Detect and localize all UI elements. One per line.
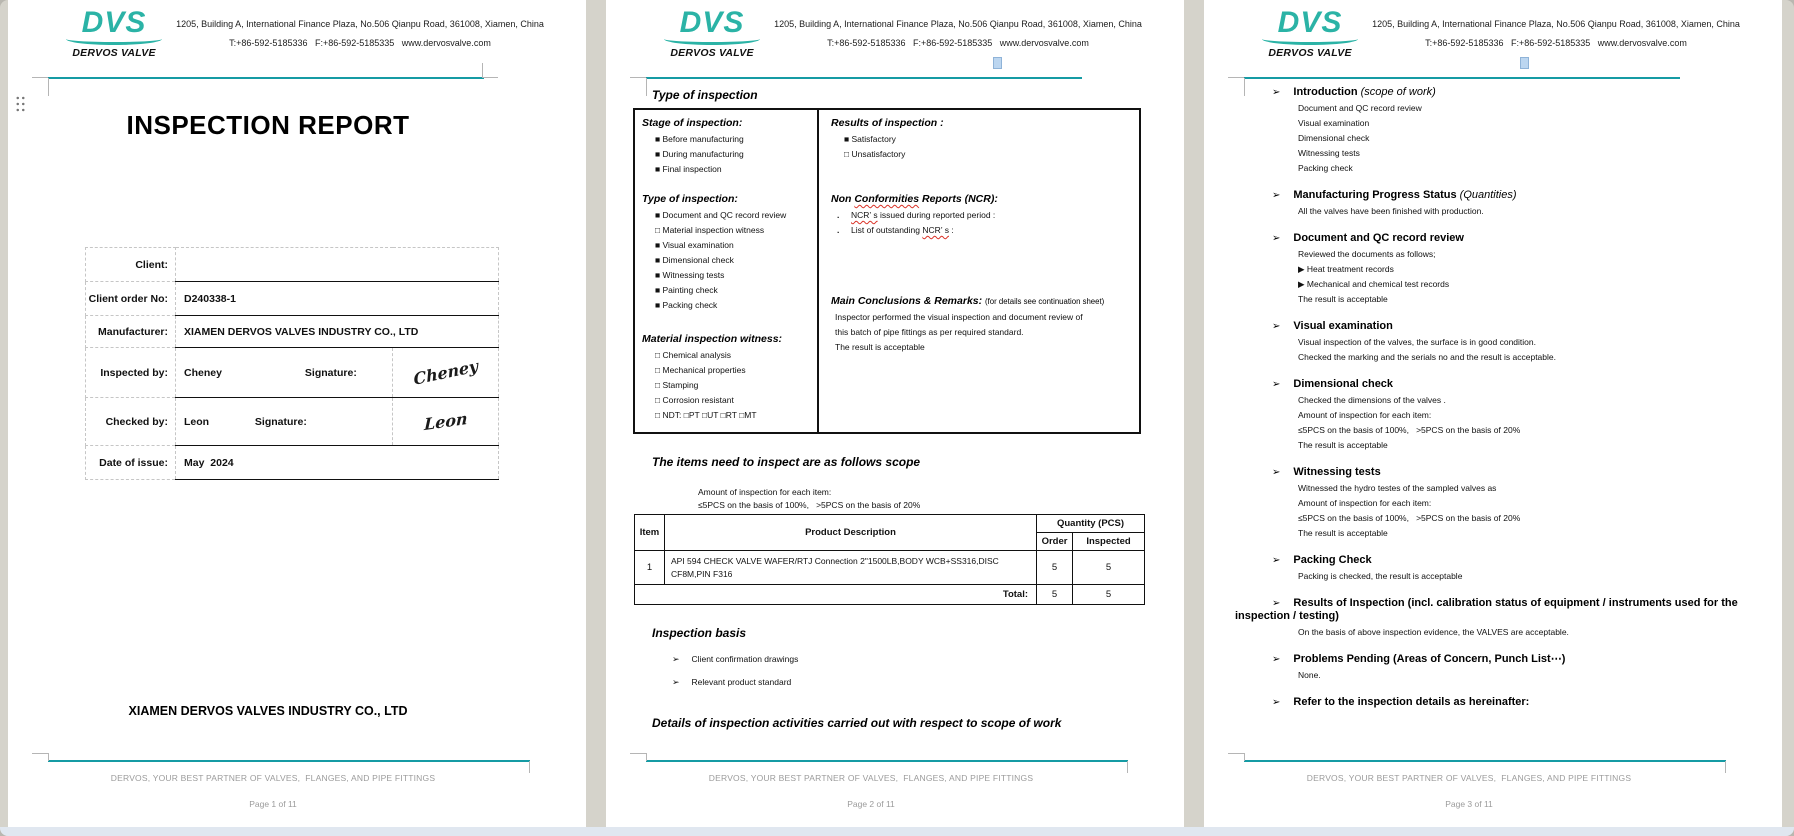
page-number: Page 3 of 11: [1445, 799, 1493, 809]
type-of-inspection-title: Type of inspection:: [642, 193, 738, 205]
amount-of-inspection-line: Amount of inspection for each item:: [698, 487, 832, 497]
manufacturer-label: Manufacturer:: [86, 316, 176, 348]
section-line: Amount of inspection for each item:: [1298, 410, 1432, 420]
section-title: ➢ Problems Pending (Areas of Concern, Punch List⋯): [1272, 653, 1566, 665]
margin-mark: [1228, 753, 1244, 754]
date-of-issue-value: May 2024: [176, 446, 499, 480]
col-header-description: Product Description: [665, 515, 1037, 551]
basis-bullet-item: ➢ Relevant product standard: [672, 677, 792, 687]
conclusion-line: this batch of pipe fittings as per required standard.: [835, 327, 1024, 337]
material-inspection-witness-title: Material inspection witness:: [642, 333, 783, 345]
inspection-table-left-column: [635, 110, 819, 432]
checkbox-item: ■ Document and QC record review: [655, 210, 787, 220]
client-order-label: Client order No:: [86, 282, 176, 316]
items-scope-heading: The items need to inspect are as follows scope: [652, 455, 921, 469]
address-line-2: T:+86-592-5185336 F:+86-592-5185335 www.dervosvalve.com: [229, 38, 491, 48]
margin-mark: [32, 77, 48, 78]
footer-tagline: DERVOS, YOUR BEST PARTNER OF VALVES, FLANGES, AND PIPE FITTINGS: [1306, 773, 1632, 783]
report-info-table: [85, 247, 499, 480]
margin-mark: [1127, 761, 1128, 773]
section-title: ➢ Manufacturing Progress Status (Quantities): [1272, 189, 1517, 201]
table-row: [635, 551, 1145, 585]
section-line: ▶ Mechanical and chemical test records: [1298, 279, 1450, 289]
report-title: INSPECTION REPORT: [126, 110, 410, 140]
section-line: ≤5PCS on the basis of 100%, >5PCS on the basis of 20%: [1298, 425, 1521, 435]
company-address: [156, 15, 564, 53]
logo-dvs-text: DVS: [679, 6, 745, 39]
margin-mark: [1725, 761, 1726, 773]
product-description: API 594 CHECK VALVE WAFER/RTJ Connection 2"1500LB,BODY WCB+SS316,DISC CF8M,PIN F316: [665, 551, 1037, 585]
header-rule: [48, 77, 484, 79]
checkbox-item: ■ During manufacturing: [655, 149, 744, 159]
total-label: Total:: [635, 585, 1037, 605]
margin-mark: [646, 78, 647, 96]
margin-mark: [48, 78, 49, 96]
stage-of-inspection-title: Stage of inspection:: [642, 117, 743, 129]
table-row: [86, 248, 499, 282]
margin-mark: [48, 753, 49, 761]
section-line: The result is acceptable: [1298, 294, 1388, 304]
continuation-note: (for details see continuation sheet): [985, 297, 1105, 306]
ncr-issued-line: . NCR’ s issued during reported period :: [837, 210, 996, 220]
object-handle[interactable]: [993, 57, 1002, 69]
arrow-bullet-icon: ➢: [1272, 598, 1281, 609]
logo-dvs-text: DVS: [81, 6, 147, 39]
client-order-value: D240338-1: [176, 282, 499, 316]
checked-by-label: Checked by:: [86, 398, 176, 446]
footer-rule: [48, 760, 530, 762]
checkbox-item: □ Chemical analysis: [655, 350, 731, 360]
table-row: [86, 316, 499, 348]
page-3: [1204, 0, 1782, 827]
page-2: [606, 0, 1184, 827]
section-line: ▶ Heat treatment records: [1298, 264, 1394, 274]
spellcheck-underline: NCR’ s: [851, 210, 878, 220]
section-line: Amount of inspection for each item:: [1298, 498, 1432, 508]
signature-label: Signature:: [304, 366, 357, 379]
section-line: The result is acceptable: [1298, 440, 1388, 450]
signature-label: Signature:: [254, 415, 307, 428]
section-title: ➢ Packing Check: [1272, 554, 1372, 566]
inspection-basis-heading: Inspection basis: [652, 626, 747, 640]
section-title: ➢ Witnessing tests: [1272, 466, 1381, 478]
arrow-bullet-icon: ➢: [1272, 555, 1281, 566]
inspector-name: Cheney: [184, 366, 222, 379]
footer-tagline: DERVOS, YOUR BEST PARTNER OF VALVES, FLANGES, AND PIPE FITTINGS: [708, 773, 1034, 783]
arrow-bullet-icon: ➢: [672, 677, 680, 687]
arrow-bullet-icon: ➢: [1272, 697, 1281, 708]
spellcheck-underline: Conformities: [854, 193, 920, 205]
section-title: ➢ Refer to the inspection details as hereinafter:: [1272, 696, 1530, 708]
arrow-bullet-icon: ➢: [1272, 190, 1281, 201]
inspected-qty: 5: [1073, 551, 1145, 585]
section-line: Checked the dimensions of the valves .: [1298, 395, 1446, 405]
arrow-bullet-icon: ➢: [1272, 379, 1281, 390]
section-line: Witnessed the hydro testes of the sampled valves as: [1298, 483, 1497, 493]
address-line-2: T:+86-592-5185336 F:+86-592-5185335 www.dervosvalve.com: [1425, 38, 1687, 48]
checkbox-item: □ Stamping: [655, 380, 699, 390]
margin-mark: [646, 753, 647, 761]
table-header-row: [635, 515, 1145, 533]
margin-mark: [630, 77, 646, 78]
col-header-order: Order: [1037, 533, 1073, 551]
checked-by-value: [176, 398, 393, 446]
margin-mark: [32, 753, 48, 754]
address-line-1: 1205, Building A, International Finance Plaza, No.506 Qianpu Road, 361008, Xiamen, China: [774, 19, 1142, 29]
checkbox-item: ■ Satisfactory: [844, 134, 896, 144]
checkbox-item: ■ Dimensional check: [655, 255, 734, 265]
checkbox-item: ■ Final inspection: [655, 164, 722, 174]
table-row: [86, 348, 499, 398]
checkbox-item: □ Material inspection witness: [655, 225, 765, 235]
checkbox-item: ■ Visual examination: [655, 240, 734, 250]
margin-mark: [1228, 77, 1244, 78]
page-number: Page 2 of 11: [847, 799, 895, 809]
client-label: Client:: [86, 248, 176, 282]
logo-subtext: DERVOS VALVE: [72, 47, 156, 59]
conclusion-line: The result is acceptable: [835, 342, 925, 352]
col-header-item: Item: [635, 515, 665, 551]
section-line: Visual inspection of the valves, the surface is in good condition.: [1298, 337, 1536, 347]
checker-name: Leon: [184, 415, 210, 428]
checkbox-item: ■ Painting check: [655, 285, 718, 295]
section-line: ≤5PCS on the basis of 100%, >5PCS on the basis of 20%: [1298, 513, 1521, 523]
margin-mark: [482, 63, 483, 77]
client-value: [176, 248, 499, 282]
margin-mark: [630, 753, 646, 754]
address-line-2: T:+86-592-5185336 F:+86-592-5185335 www.dervosvalve.com: [827, 38, 1089, 48]
ncr-title: Non Conformities Reports (NCR):: [831, 193, 998, 205]
address-line-1: 1205, Building A, International Finance Plaza, No.506 Qianpu Road, 361008, Xiamen, China: [176, 19, 544, 29]
section-line: The result is acceptable: [1298, 528, 1388, 538]
section-line: Visual examination: [1298, 118, 1370, 128]
checkbox-item: ■ Witnessing tests: [655, 270, 725, 280]
checkbox-item: □ Unsatisfactory: [844, 149, 906, 159]
results-of-inspection-title: Results of inspection :: [831, 117, 944, 129]
inspector-signature-cell: [393, 348, 499, 398]
table-row: [86, 398, 499, 446]
section-line: Packing check: [1298, 163, 1353, 173]
arrow-bullet-icon: ➢: [1272, 321, 1281, 332]
inspection-items-table: [634, 514, 1145, 605]
window-bottom-strip: [0, 827, 1794, 836]
spellcheck-underline: NCR’ s: [922, 225, 949, 235]
checkbox-item: ■ Packing check: [655, 300, 718, 310]
logo-subtext: DERVOS VALVE: [670, 47, 754, 59]
date-of-issue-label: Date of issue:: [86, 446, 176, 480]
main-conclusions-title: Main Conclusions & Remarks: (for details see continuation sheet): [831, 295, 1105, 307]
checkbox-item: □ Corrosion resistant: [655, 395, 734, 405]
header-rule: [1244, 77, 1680, 79]
section-line: On the basis of above inspection evidence, the VALVES are acceptable.: [1298, 627, 1569, 637]
inspector-signature-script: Cheney: [412, 356, 479, 389]
section-title: ➢ Introduction (scope of work): [1272, 86, 1436, 98]
section-line: Packing is checked, the result is acceptable: [1298, 571, 1463, 581]
table-row: [86, 282, 499, 316]
table-row: [86, 446, 499, 480]
arrow-bullet-icon: ➢: [672, 654, 680, 664]
dervos-logo: [58, 8, 170, 59]
col-header-inspected: Inspected: [1073, 533, 1145, 551]
address-line-1: 1205, Building A, International Finance Plaza, No.506 Qianpu Road, 361008, Xiamen, China: [1372, 19, 1740, 29]
section-title: ➢ Document and QC record review: [1272, 232, 1464, 244]
inspection-type-table: [633, 108, 1141, 434]
object-handle[interactable]: [1520, 57, 1529, 69]
order-qty: 5: [1037, 551, 1073, 585]
basis-bullet-item: ➢ Client confirmation drawings: [672, 654, 799, 664]
company-address: [754, 15, 1162, 53]
section-title: ➢ Visual examination: [1272, 320, 1393, 332]
header-rule: [646, 77, 1082, 79]
section-heading-type-of-inspection: Type of inspection: [652, 88, 758, 102]
section-line: Checked the marking and the serials no and the result is acceptable.: [1298, 352, 1556, 362]
arrow-bullet-icon: ➢: [1272, 87, 1281, 98]
conclusion-line: Inspector performed the visual inspection and document review of: [835, 312, 1083, 322]
page-number: Page 1 of 11: [249, 799, 297, 809]
dervos-logo: [656, 8, 768, 59]
section-line: All the valves have been finished with production.: [1298, 206, 1484, 216]
arrow-bullet-icon: ➢: [1272, 654, 1281, 665]
checker-signature-cell: [393, 398, 499, 446]
section-title: ➢ Dimensional check: [1272, 378, 1394, 390]
section-line: Witnessing tests: [1298, 148, 1360, 158]
checker-signature-script: Leon: [423, 408, 468, 435]
ncr-outstanding-line: . List of outstanding NCR’ s :: [837, 225, 954, 235]
section-line: Reviewed the documents as follows;: [1298, 249, 1436, 259]
item-number: 1: [635, 551, 665, 585]
table-total-row: [635, 585, 1145, 605]
logo-subtext: DERVOS VALVE: [1268, 47, 1352, 59]
section-title: ➢ Results of Inspection (incl. calibration status of equipment / instruments used for the inspection / testing): [1235, 597, 1738, 622]
details-of-activities-heading: Details of inspection activities carried out with respect to scope of work: [652, 716, 1062, 730]
inspection-table-right-column: [819, 110, 1139, 432]
section-line: Document and QC record review: [1298, 103, 1422, 113]
inspected-by-value: [176, 348, 393, 398]
amount-basis-line: ≤5PCS on the basis of 100%, >5PCS on the basis of 20%: [698, 500, 921, 510]
footer-rule: [1244, 760, 1726, 762]
footer-rule: [646, 760, 1128, 762]
company-name-line: XIAMEN DERVOS VALVES INDUSTRY CO., LTD: [128, 704, 408, 718]
inspected-by-label: Inspected by:: [86, 348, 176, 398]
margin-mark: [1244, 753, 1245, 761]
arrow-bullet-icon: ➢: [1272, 467, 1281, 478]
checkbox-item: ■ Before manufacturing: [655, 134, 744, 144]
checkbox-item: □ NDT: □PT □UT □RT □MT: [655, 410, 757, 420]
footer-tagline: DERVOS, YOUR BEST PARTNER OF VALVES, FLANGES, AND PIPE FITTINGS: [110, 773, 436, 783]
page-1: [8, 0, 586, 827]
total-inspected-qty: 5: [1073, 585, 1145, 605]
section-line: None.: [1298, 670, 1321, 680]
drag-handle-icon[interactable]: [15, 95, 26, 112]
manufacturer-value: XIAMEN DERVOS VALVES INDUSTRY CO., LTD: [176, 316, 499, 348]
margin-mark: [529, 761, 530, 773]
checkbox-item: □ Mechanical properties: [655, 365, 746, 375]
total-order-qty: 5: [1037, 585, 1073, 605]
page3-content: [1204, 84, 1756, 709]
company-address: [1352, 15, 1760, 53]
logo-dvs-text: DVS: [1277, 6, 1343, 39]
arrow-bullet-icon: ➢: [1272, 233, 1281, 244]
dervos-logo: [1254, 8, 1366, 59]
col-header-quantity: Quantity (PCS): [1037, 515, 1145, 533]
section-line: Dimensional check: [1298, 133, 1370, 143]
margin-mark: [482, 77, 498, 78]
